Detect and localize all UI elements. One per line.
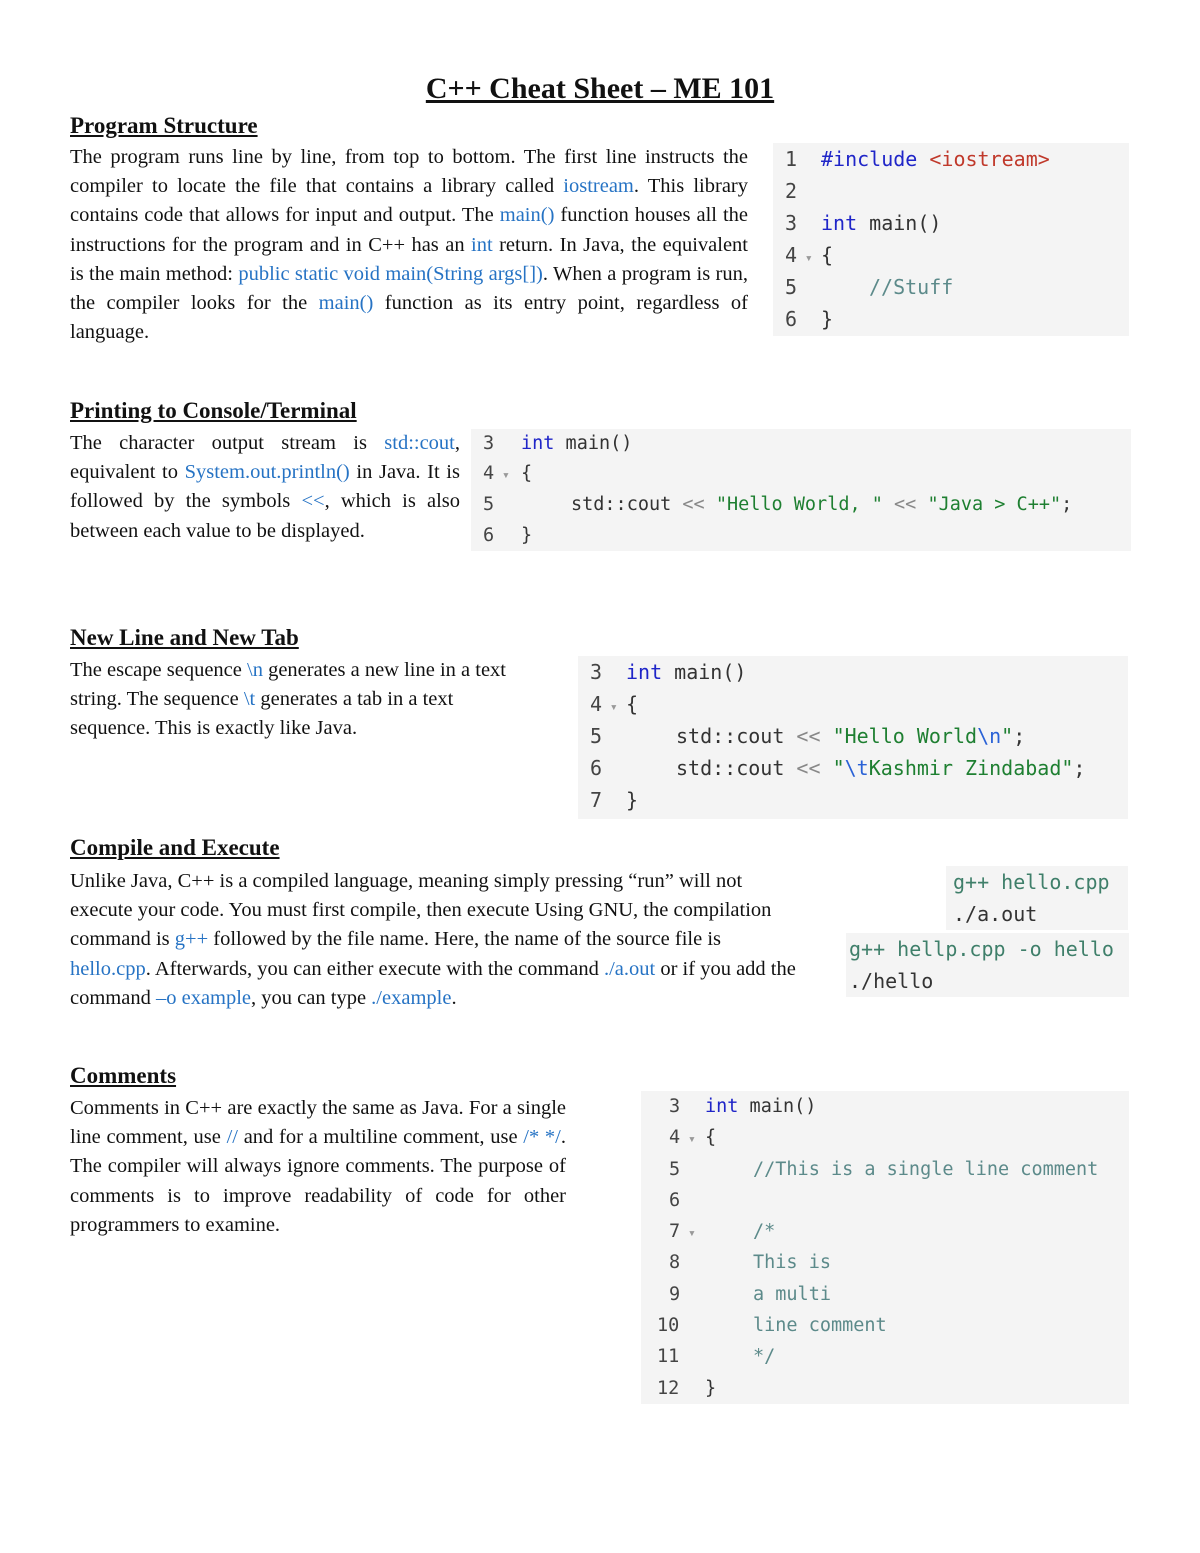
code-line: { (705, 1127, 717, 1148)
fold-arrow-icon: ▾ (680, 1226, 696, 1241)
code-line: { (521, 463, 533, 484)
line-number: 6 (590, 756, 603, 780)
paragraph-program-structure: The program runs line by line, from top to bottom. The first line instructs the compiler to locate the file that contains a library called iostream. This library contains code that allows for input and output. The main() function houses all the instructions for the program and in C++ has an int return. In Java, the equivalent is the main method: public static void main(String args[]). When a program is run, the compiler looks for the main() function as its entry point, regardless of language. (70, 146, 749, 344)
command-block-named-output (846, 933, 1129, 997)
line-number: 9 (669, 1284, 681, 1305)
line-number: 3 (483, 433, 495, 454)
paragraph-compile: Unlike Java, C++ is a compiled language, meaning simply pressing “run” will not execute your code. You must first compile, then execute Using GNU, the compilation command is g++ followed by the file name. Here, the name of the source file is hello.cpp. Afterwards, you can either execute with the command ./a.out or if you add the command –o example, you can type ./example. (70, 870, 796, 1009)
code-line: { (821, 243, 834, 267)
line-number: 7 (590, 788, 603, 812)
command-line: ./hello (849, 969, 934, 993)
code-line: { (626, 692, 639, 716)
code-line: int main() (626, 660, 747, 684)
line-number: 5 (483, 494, 495, 515)
line-number: 4 ▾ (669, 1127, 696, 1148)
code-line: } (821, 307, 834, 331)
code-line: int main() (705, 1096, 817, 1117)
line-number: 1 (785, 147, 798, 171)
line-number: 5 (785, 275, 798, 299)
fold-arrow-icon: ▾ (494, 468, 510, 483)
code-line: int main() (521, 433, 633, 454)
code-line: } (521, 525, 533, 546)
line-number: 12 (657, 1378, 680, 1399)
code-line: */ (753, 1346, 776, 1367)
line-number: 5 (669, 1159, 681, 1180)
heading-compile: Compile and Execute (70, 835, 280, 860)
command-line: g++ hellp.cpp -o hello (849, 937, 1114, 961)
line-number: 3 (590, 660, 603, 684)
code-line: a multi (753, 1284, 831, 1305)
line-number: 6 (669, 1190, 681, 1211)
command-line: g++ hello.cpp (953, 870, 1110, 894)
code-line: int main() (821, 211, 942, 235)
line-number: 3 (669, 1096, 681, 1117)
code-line: } (705, 1378, 717, 1399)
code-block-comments (641, 1091, 1129, 1404)
paragraph-printing: The character output stream is std::cout, equivalent to System.out.println() in Java. It is followed by the symbols <<, which is also between each value to be displayed. (70, 432, 461, 542)
line-number: 4 ▾ (785, 243, 813, 267)
line-number: 2 (785, 179, 798, 203)
line-number: 6 (483, 525, 495, 546)
code-line: } (626, 788, 639, 812)
line-number: 11 (657, 1346, 680, 1367)
heading-comments: Comments (70, 1063, 177, 1088)
line-number: 3 (785, 211, 798, 235)
code-block-printing (471, 429, 1131, 551)
code-line: /* (753, 1221, 776, 1242)
heading-newline: New Line and New Tab (70, 625, 299, 650)
code-line: std::cout << "Hello World, " << "Java > C++"; (571, 494, 1073, 515)
command-block-default (946, 866, 1128, 930)
page-title: C++ Cheat Sheet – ME 101 (425, 72, 775, 105)
code-line: //This is a single line comment (753, 1159, 1099, 1180)
code-line: line comment (753, 1315, 887, 1336)
line-number: 4 ▾ (590, 692, 618, 716)
fold-arrow-icon: ▾ (680, 1132, 696, 1147)
heading-printing: Printing to Console/Terminal (70, 398, 357, 423)
line-number: 8 (669, 1252, 681, 1273)
heading-program-structure: Program Structure (70, 113, 258, 138)
code-line: #include <iostream> (821, 147, 1050, 171)
line-number: 7 ▾ (669, 1221, 696, 1242)
paragraph-comments: Comments in C++ are exactly the same as Java. For a single line comment, use // and for a multiline comment, use /* */. The compiler will always ignore comments. The purpose of comments is to improve readability of code for other programmers to examine. (70, 1097, 566, 1236)
code-line: //Stuff (869, 275, 954, 299)
paragraph-newline: The escape sequence \n generates a new line in a text string. The sequence \t generates a tab in a text sequence. This is exactly like Java. (70, 659, 507, 740)
code-line: std::cout << "Hello World\n"; (676, 724, 1026, 748)
line-number: 4 ▾ (483, 463, 510, 484)
code-block-newline (578, 656, 1128, 819)
command-line: ./a.out (953, 902, 1038, 926)
code-line: This is (753, 1252, 831, 1273)
fold-arrow-icon: ▾ (602, 700, 618, 715)
line-number: 5 (590, 724, 603, 748)
fold-arrow-icon: ▾ (797, 251, 813, 266)
line-number: 6 (785, 307, 798, 331)
code-block-program-structure (773, 143, 1129, 336)
line-number: 10 (657, 1315, 680, 1336)
code-line: std::cout << "\tKashmir Zindabad"; (676, 756, 1086, 780)
